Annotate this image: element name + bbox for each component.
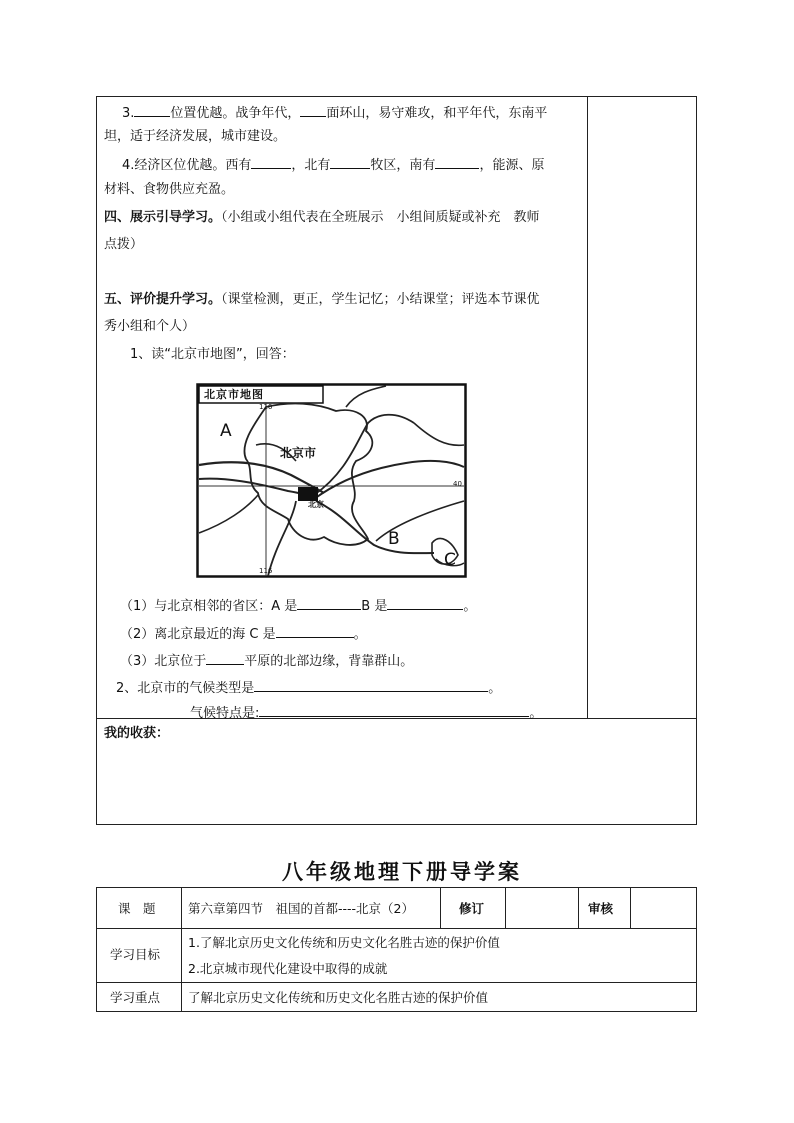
learning-goal-2: 2.北京城市现代化建设中取得的成就 [188, 961, 388, 976]
worksheet-title: 八年级地理下册导学案 [282, 859, 522, 884]
revise-label: 修订 [459, 901, 485, 916]
map-longitude-bottom: 116 [259, 567, 273, 575]
map-label-beijing-city: 北京 [308, 500, 324, 509]
item-4-line-1: 4.经济区位优越。西有 ，北有 牧区，南有 ，能源、原 [122, 158, 545, 173]
question-1-part-1: （1）与北京相邻的省区：A 是 B 是 。 [120, 599, 477, 614]
map-label-a: A [220, 421, 232, 441]
section-5-heading: 五、评价提升学习。（课堂检测，更正，学生记忆；小结课堂；评选本节课优 [104, 292, 540, 307]
map-label-c: C [444, 550, 456, 570]
row-topic-label: 课 题 [118, 901, 156, 916]
beijing-map [196, 383, 468, 579]
question-2-line-2: 气候特点是: 。 [190, 706, 543, 721]
item-3-line-2: 坦，适于经济发展，城市建设。 [104, 129, 287, 144]
question-2-line-1: 2、北京市的气候类型是 。 [116, 681, 502, 696]
map-longitude-top: 116 [259, 403, 273, 411]
question-1-part-2: （2）离北京最近的海 C 是 。 [120, 627, 367, 642]
item-4-line-2: 材料、食物供应充盈。 [104, 182, 235, 197]
row-focus-label: 学习重点 [110, 990, 161, 1005]
learning-goal-1: 1.了解北京历史文化传统和历史文化名胜古迹的保护价值 [188, 935, 500, 950]
section-4-heading: 四、展示引导学习。（小组或小组代表在全班展示 小组间质疑或补充 教师 [104, 210, 540, 225]
question-1-part-3: （3）北京位于 平原的北部边缘，背靠群山。 [120, 654, 414, 669]
section-4-note: 点拨） [104, 237, 144, 252]
learning-focus: 了解北京历史文化传统和历史文化名胜古迹的保护价值 [188, 990, 489, 1005]
row-goals-label: 学习目标 [110, 947, 161, 962]
map-latitude-right: 40 [453, 480, 462, 488]
item-3-line-1: 3. 位置优越。战争年代， 面环山，易守难攻，和平年代，东南平 [122, 106, 548, 121]
map-label-beijing-municipality: 北京市 [280, 446, 317, 460]
harvest-heading: 我的收获： [104, 726, 170, 741]
question-1-intro: 1、读“北京市地图”，回答： [130, 347, 295, 362]
review-label: 审核 [588, 901, 614, 916]
map-title: 北京市地图 [204, 388, 264, 401]
row-topic-value: 第六章第四节 祖国的首都----北京（2） [188, 901, 414, 916]
map-label-b: B [388, 529, 400, 549]
section-5-note: 秀小组和个人） [104, 319, 196, 334]
